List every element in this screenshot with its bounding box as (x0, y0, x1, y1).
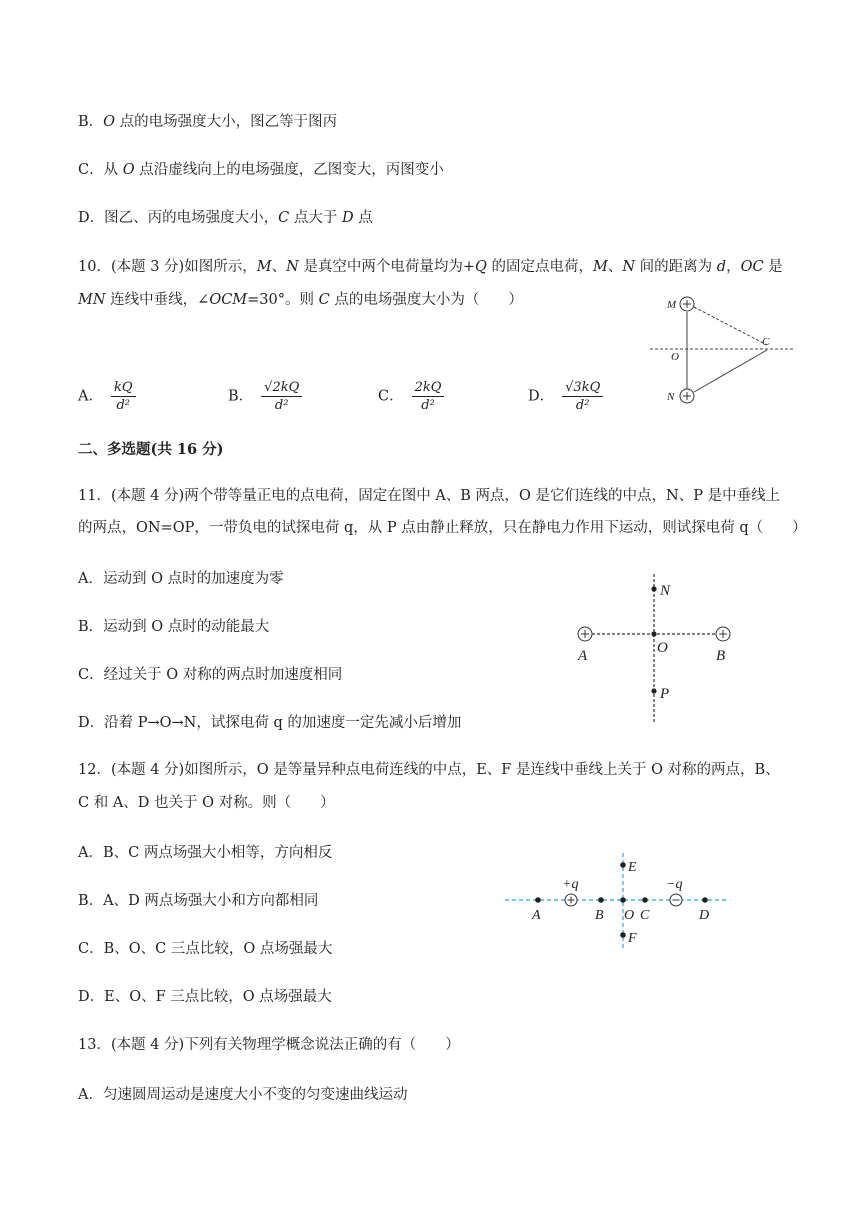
q13-stem: 13．(本题 4 分)下列有关物理学概念说法正确的有（ ） (78, 1037, 460, 1053)
label-p: P (660, 686, 670, 702)
q9-option-c: C．从 O 点沿虚线向上的电场强度，乙图变大，丙图变小 (78, 162, 444, 178)
point-p-dot (651, 688, 656, 693)
q12-option-d: D．E、O、F 三点比较，O 点场强最大 (78, 989, 332, 1005)
label-e: E (628, 860, 637, 875)
label-n: N (660, 583, 671, 599)
q12-stem-line2: C 和 A、D 也关于 O 对称。则（ ） (78, 795, 335, 811)
q11-option-d: D．沿着 P→O→N，试探电荷 q 的加速度一定先减小后增加 (78, 715, 462, 731)
q9-option-d: D．图乙、丙的电场强度大小，C 点大于 D 点 (78, 210, 373, 226)
point-n-dot (651, 586, 656, 591)
q10-option-a: A． $\frac{kQ}{\text{d²}}$ (78, 380, 136, 413)
label-c: C (762, 336, 770, 348)
label-a: A (532, 908, 541, 923)
label-o: O (671, 351, 679, 363)
q11-option-a: A．运动到 O 点时的加速度为零 (78, 571, 284, 587)
q13-option-a: A．匀速圆周运动是速度大小不变的匀变速曲线运动 (78, 1087, 408, 1103)
point-e-dot (620, 862, 626, 868)
q10-option-c: C． $\frac{2kQ}{\text{d²}}$ (378, 380, 444, 413)
point-b-dot (598, 897, 604, 903)
charge-m-plus-icon (680, 297, 694, 311)
label-a: A (578, 648, 588, 664)
q12-option-b: B．A、D 两点场强大小和方向都相同 (78, 893, 319, 909)
q10-option-d: D． $\frac{√3kQ}{\text{d²}}$ (528, 380, 603, 413)
charge-b-plus-icon (716, 627, 730, 641)
q11-figure (565, 570, 745, 730)
label-b: B (716, 648, 726, 664)
label-b: B (595, 908, 604, 923)
label-o: O (624, 908, 635, 923)
q10-stem-line1: 10．(本题 3 分)如图所示，M、N 是真空中两个电荷量均为+Q 的固定点电荷，M、N 间的距离为 d，OC 是 (78, 259, 783, 275)
q12-stem-line1: 12．(本题 4 分)如图所示，O 是等量异种点电荷连线的中点，E、F 是连线中垂线上关于 O 对称的两点，B、 (78, 762, 780, 778)
q11-option-b: B．运动到 O 点时的动能最大 (78, 619, 270, 635)
negative-charge-icon (670, 894, 682, 906)
label-c: C (640, 908, 650, 923)
label-plus-q: +q (562, 877, 579, 892)
q12-figure (500, 845, 730, 955)
label-n: N (667, 391, 675, 403)
point-d-dot (702, 897, 708, 903)
q11-stem-line2: 的两点，ON=OP，一带负电的试探电荷 q，从 P 点由静止释放，只在静电力作用下运动，则试探电荷 q（ ） (78, 520, 807, 536)
section-heading-multiple-choice: 二、多选题(共 16 分) (78, 441, 224, 458)
positive-charge-icon (565, 894, 577, 906)
point-c-dot (642, 897, 648, 903)
label-d: D (699, 908, 710, 923)
q9-option-b: B．O 点的电场强度大小，图乙等于图丙 (78, 114, 338, 130)
q12-option-a: A．B、C 两点场强大小相等，方向相反 (78, 845, 333, 861)
label-minus-q: −q (666, 877, 683, 892)
label-o: O (657, 640, 668, 656)
q10-stem-line2: MN 连线中垂线，∠OCM=30°。则 C 点的电场强度大小为（ ） (78, 292, 523, 308)
label-f: F (628, 931, 637, 946)
point-o-dot (620, 897, 626, 903)
q11-option-c: C．经过关于 O 对称的两点时加速度相同 (78, 667, 343, 683)
label-m: M (667, 299, 677, 311)
q12-option-c: C．B、O、C 三点比较，O 点场强最大 (78, 941, 333, 957)
charge-n-plus-icon (680, 389, 694, 403)
q11-stem-line1: 11．(本题 4 分)两个带等量正电的点电荷，固定在图中 A、B 两点，O 是它们连线的中点，N、P 是中垂线上 (78, 488, 781, 504)
point-a-dot (535, 897, 541, 903)
charge-a-plus-icon (578, 627, 592, 641)
point-f-dot (620, 932, 626, 938)
q10-figure (640, 290, 800, 410)
point-o-dot (651, 631, 656, 636)
q10-option-b: B． $\frac{√2kQ}{\text{d²}}$ (228, 380, 302, 413)
